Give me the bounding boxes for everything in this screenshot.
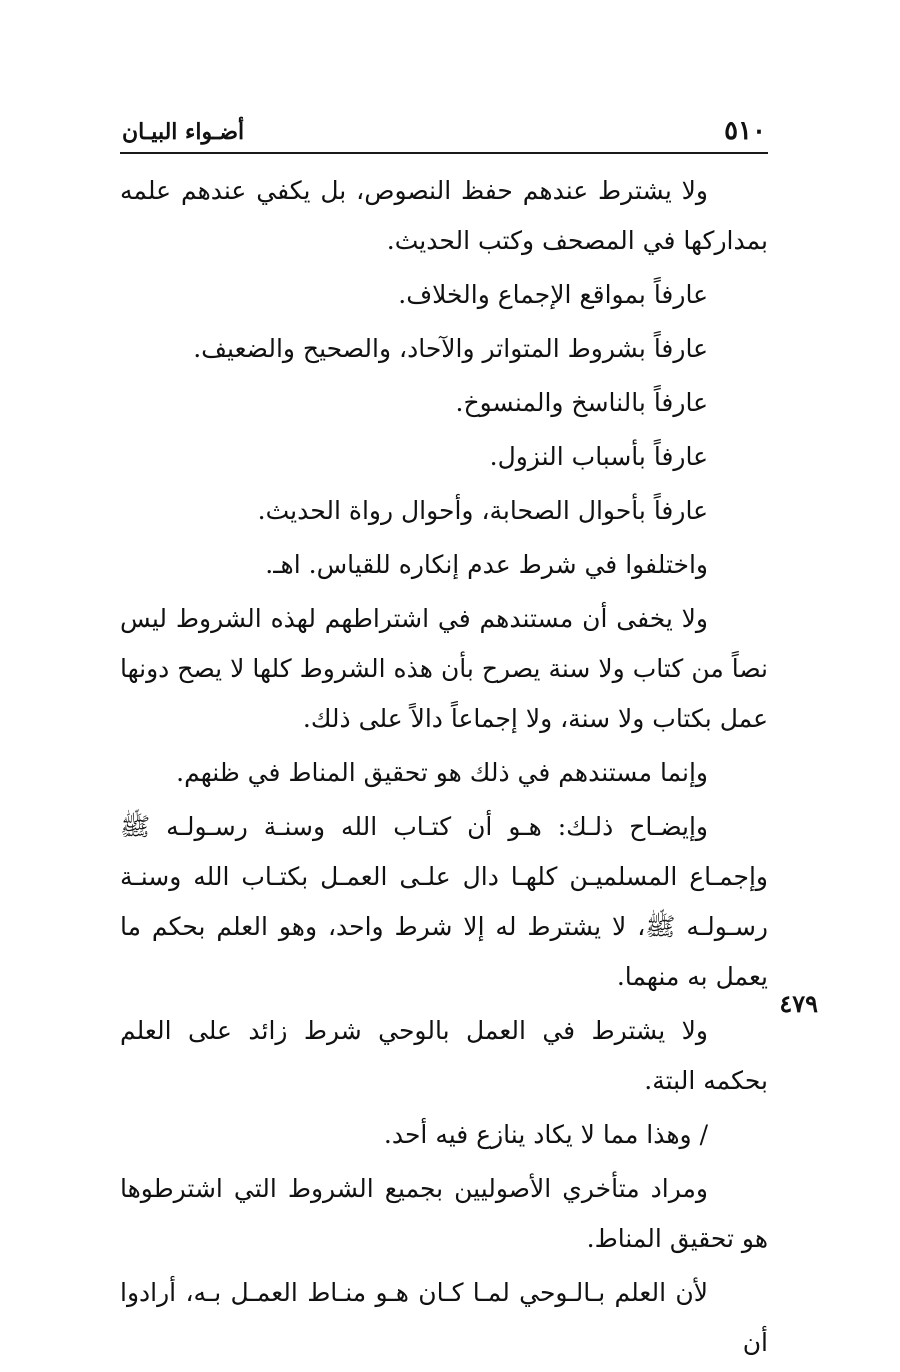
header-rule [120,152,768,154]
page-header [120,112,768,152]
paragraph: ومراد متأخري الأصوليين بجميع الشروط التي اشترطوها هو تحقيق المناط. [120,1174,768,1253]
paragraph: ولا يشترط في العمل بالوحي شرط زائد على العلم بحكمه البتة. [120,1016,768,1095]
paragraph: عارفاً بأحوال الصحابة، وأحوال رواة الحديث. [257,496,708,525]
paragraph: ولا يخفى أن مستندهم في اشتراطهم لهذه الشروط ليس نصاً من كتاب ولا سنة يصرح بأن هذه الشروط كلها لا يصح دونها عمل بكتاب ولا سنة، ولا إجماعاً دالاً على ذلك. [120,604,768,733]
paragraph: عارفاً بمواقع الإجماع والخلاف. [398,280,708,309]
paragraph: عارفاً بأسباب النزول. [489,442,708,471]
paragraph: / وهذا مما لا يكاد ينازع فيه أحد. [383,1120,708,1149]
margin-page-reference: ٤٧٩ [779,989,818,1018]
paragraph: عارفاً بالناسخ والمنسوخ. [455,388,708,417]
paragraph: ولا يشترط عندهم حفظ النصوص، بل يكفي عندهم علمه بمداركها في المصحف وكتب الحديث. [120,176,768,255]
page-number: ٥١٠ [724,116,766,146]
paragraph: لأن العلم بـالـوحي لمـا كـان هـو منـاط العمـل بـه، أرادوا أن [120,1278,768,1357]
paragraph: واختلفوا في شرط عدم إنكاره للقياس. اهـ. [265,550,708,579]
paragraph: وإيضـاح ذلـك: هـو أن كتـاب الله وسنـة رسـولـه ﷺ وإجمـاع المسلميـن كلهـا دال علـى العمـل بكتـاب الله وسنـة رسـولـه ﷺ، لا يشترط له إلا شرط واحد، وهو العلم بحكم ما يعمل به منهما. [120,812,768,991]
page-body [120,166,768,1372]
running-title: أضـواء البيـان [122,119,245,145]
paragraph: وإنما مستندهم في ذلك هو تحقيق المناط في ظنهم. [176,758,708,787]
paragraph: عارفاً بشروط المتواتر والآحاد، والصحيح والضعيف. [193,334,708,363]
